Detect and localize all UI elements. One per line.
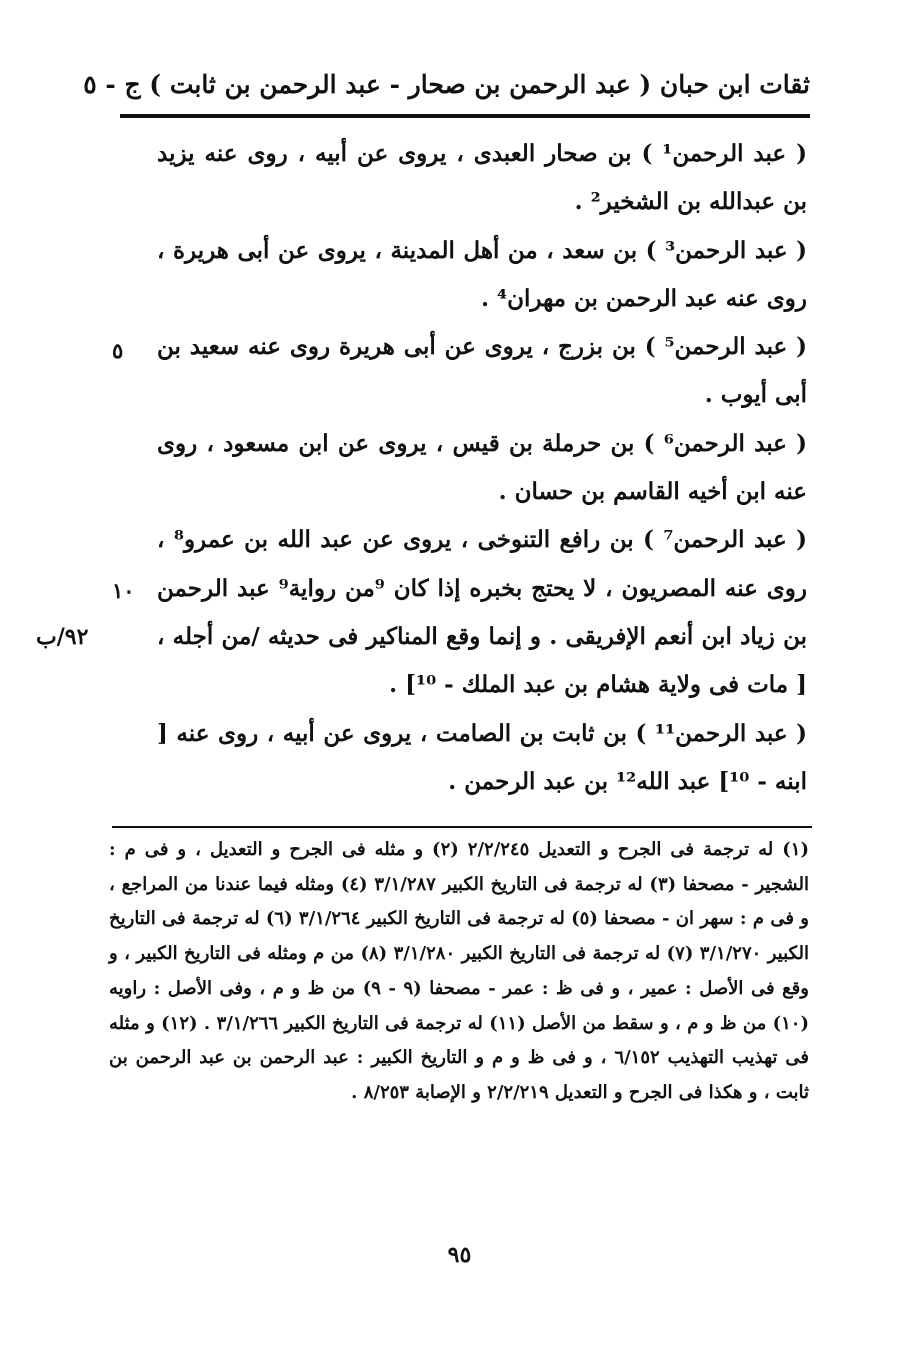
entry-abd-al-rahman-ibn-sad: ( عبد الرحمن³ ) بن سعد ، من أهل المدينة ، يروى عن أبى هريرة ، روى عنه عبد الرحمن بن مهران⁴ . [157,236,807,312]
footnote-rule [112,826,812,828]
entry-abd-al-rahman-ibn-suhar: ( عبد الرحمن¹ ) بن صحار العبدى ، يروى عن أبيه ، روى عنه يزيد بن عبدالله بن الشخير² . [157,140,807,216]
line-number-10: ١٠ [112,578,135,603]
entry-abd-al-rahman-ibn-buzurj: ( عبد الرحمن⁵ ) بن بزرج ، يروى عن أبى هريرة روى عنه سعيد بن أبى أيوب . [157,333,807,409]
header-rule [120,114,810,118]
footnotes-text: (١) له ترجمة فى الجرح و التعديل ٢/٢/٢٤٥ (٢) و مثله فى الجرح و التعديل ، و فى م : الشجير - مصحفا (٣) له ترجمة فى التاريخ الكبير ٣/١/٢٨٧ (٤) ومثله فيما عندنا من المراجع ، و فى م : سهر ان - مصحفا (٥) له ترجمة فى التاريخ الكبير ٣/١/٢٦٤ (٦) له ترجمة فى التاريخ الكبير ٣/١/٢٧٠ (٧) له ترجمة فى التاريخ الكبير ٣/١/٢٨٠ (٨) من م ومثله فى التاريخ الكبير ، و وقع فى الأصل : عمير ، و فى ظ : عمر - مصحفا (٩ - ٩) من ظ و م ، وفى الأصل : راويه (١٠) من ظ و م ، و سقط من الأصل (١١) له ترجمة فى التاريخ الكبير ٣/١/٢٦٦ . (١٢) و مثله فى تهذيب التهذيب ٦/١٥٢ ، و فى ظ و م و التاريخ الكبير : عبد الرحمن بن عبد الرحمن بن ثابت ، و هكذا فى الجرح و التعديل ٢/٢/٢١٩ و الإصابة ٨/٢٥٣ . [109,839,810,1103]
footnotes [109,833,809,1111]
entry-abd-al-rahman-ibn-rafi: ( عبد الرحمن⁷ ) بن رافع التنوخى ، يروى عن عبد الله بن عمرو⁸ ، روى عنه المصريون ، لا يحتج بخبره إذا كان ⁹من رواية⁹ عبد الرحمن بن زياد ابن أنعم الإفريقى . و إنما وقع المناكير فى حديثه /من أجله ، [ مات فى ولاية هشام بن عبد الملك - ¹⁰] . [157,526,807,699]
entry-abd-al-rahman-ibn-harmala: ( عبد الرحمن⁶ ) بن حرملة بن قيس ، يروى عن ابن مسعود ، روى عنه ابن أخيه القاسم بن حسان . [157,429,807,506]
running-header: ثقات ابن حبان ( عبد الرحمن بن صحار - عبد الرحمن بن ثابت ) ج - ٥ [83,70,810,99]
page-number: ٩٥ [447,1242,472,1268]
manuscript-folio-marker: ٩٢/ب [36,624,89,650]
line-number-5: ٥ [112,338,124,363]
entry-abd-al-rahman-ibn-thabit: ( عبد الرحمن¹¹ ) بن ثابت بن الصامت ، يروى عن أبيه ، روى عنه [ ابنه - ¹⁰] عبد الله¹² بن عبد الرحمن . [157,719,807,795]
main-text [157,130,807,806]
